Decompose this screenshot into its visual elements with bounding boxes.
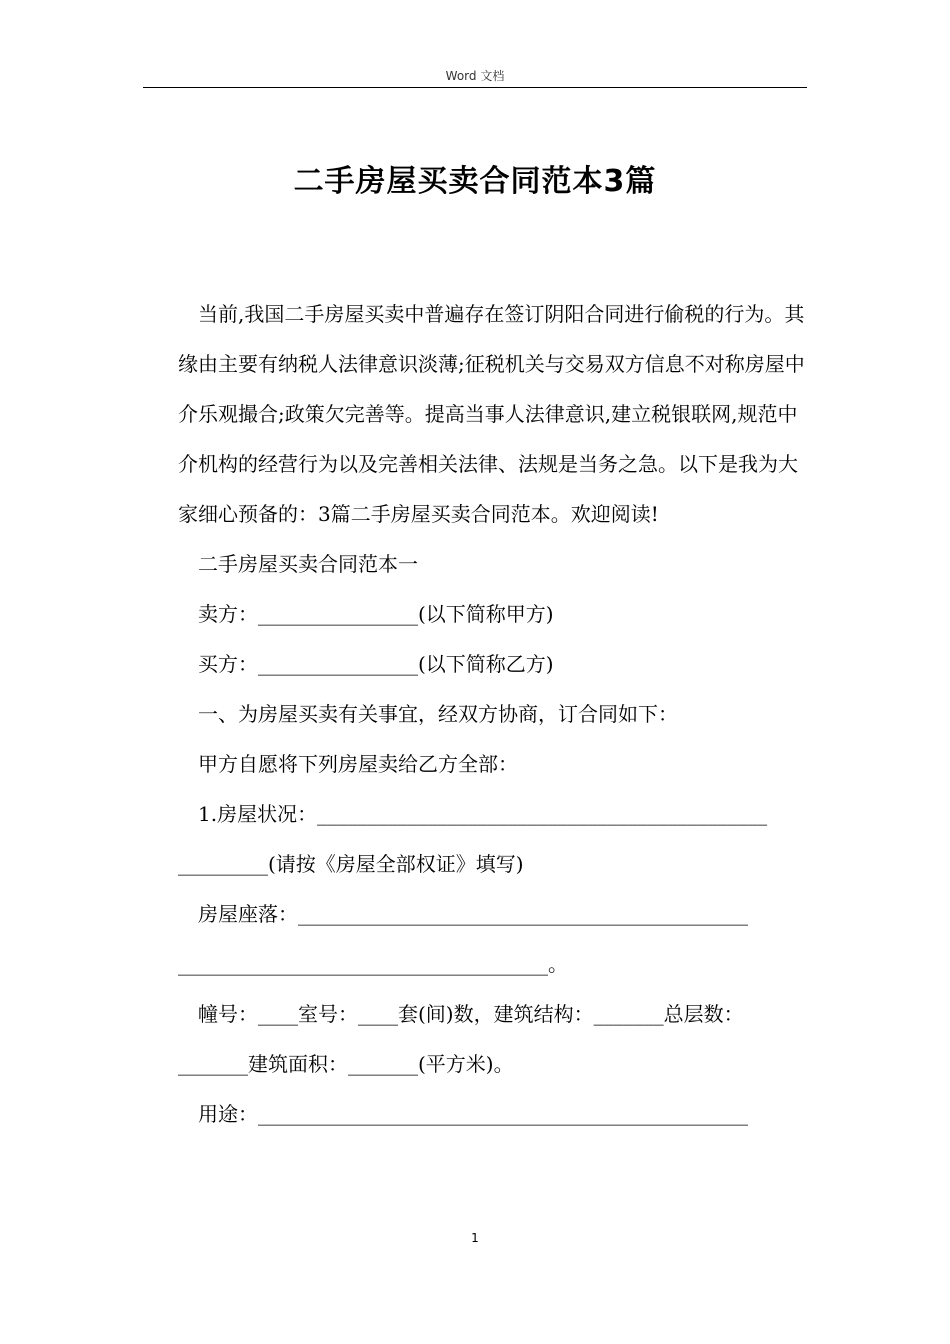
seller-line: 卖方：________________(以下简称甲方) (198, 602, 554, 626)
header-rule (143, 87, 807, 88)
property-status-note: _________(请按《房屋全部权证》填写) (178, 852, 524, 876)
property-location-cont: _____________________________________。 (178, 952, 568, 976)
usage-line: 用途：_________________________________________________ (198, 1102, 748, 1126)
property-status-line: 1.房屋状况：_____________________________________________ (198, 802, 768, 826)
document-body (178, 289, 806, 1139)
clause-one: 一、为房屋买卖有关事宜，经双方协商，订合同如下： (198, 702, 678, 726)
page-number: 1 (471, 1231, 479, 1245)
document-title: 二手房屋买卖合同范本3篇 (293, 164, 657, 199)
section-heading: 二手房屋买卖合同范本一 (198, 552, 418, 576)
intro-paragraph: 当前,我国二手房屋买卖中普遍存在签订阴阳合同进行偷税的行为。其缘由主要有纳税人法律意识淡薄;征税机关与交易双方信息不对称房屋中介乐观撮合;政策欠完善等。提高当事人法律意识,建立税银联网,规范中介机构的经营行为以及完善相关法律、法规是当务之急。以下是我为大家细心预备的：3篇二手房屋买卖合同范本。欢迎阅读! (178, 302, 805, 526)
page-header: Word 文档 (445, 69, 505, 83)
buyer-line: 买方：________________(以下简称乙方) (198, 652, 554, 676)
clause-text: 甲方自愿将下列房屋卖给乙方全部： (198, 752, 518, 776)
building-details: 幢号：____室号：____套(间)数，建筑结构：_______总层数：_______建筑面积：_______(平方米)。 (178, 1002, 744, 1076)
property-location-line: 房屋座落：_____________________________________________ (198, 902, 748, 926)
